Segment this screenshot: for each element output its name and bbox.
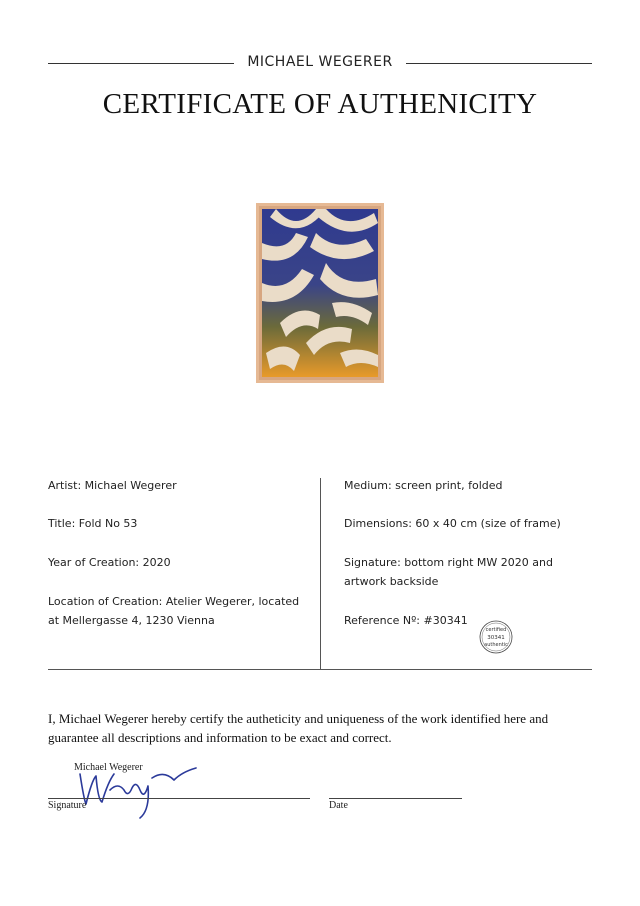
statement-line2: guarantee all descriptions and information to be exact and correct.: [48, 730, 392, 745]
dimensions-field: Dimensions: 60 x 40 cm (size of frame): [344, 517, 561, 530]
stamp-top-text: certified: [485, 627, 507, 633]
reference-field: Reference Nº: #30341: [344, 614, 468, 627]
header-row: [48, 52, 592, 76]
handwritten-signature: [74, 760, 204, 820]
date-line: [329, 798, 462, 799]
header-rule-right: [406, 63, 592, 64]
date-label: Date: [329, 800, 348, 811]
authenticity-stamp-icon: [479, 620, 513, 654]
year-field: Year of Creation: 2020: [48, 556, 171, 569]
signature-label: Signature: [48, 800, 87, 811]
signature-field-line2: artwork backside: [344, 575, 439, 588]
certificate-title: CERTIFICATE OF AUTHENICITY: [102, 88, 538, 120]
artwork-image: [256, 203, 384, 383]
certification-statement: [48, 709, 592, 747]
stamp-number: 30341: [487, 635, 505, 641]
artist-name-header: MICHAEL WEGERER: [247, 54, 393, 70]
info-column-divider: [320, 478, 321, 669]
location-field-line1: Location of Creation: Atelier Wegerer, located: [48, 595, 300, 608]
signature-field-line1: Signature: bottom right MW 2020 and: [344, 556, 553, 569]
statement-line1: I, Michael Wegerer hereby certify the autheticity and uniqueness of the work identified here and: [48, 711, 549, 726]
artist-field: Artist: Michael Wegerer: [48, 479, 177, 492]
title-field: Title: Fold No 53: [48, 517, 138, 530]
stamp-bottom-text: authentic: [484, 642, 508, 648]
signature-line: [48, 798, 310, 799]
signer-name: Michael Wegerer: [74, 762, 143, 773]
info-bottom-rule: [48, 669, 592, 670]
location-field-line2: at Mellergasse 4, 1230 Vienna: [48, 614, 215, 627]
medium-field: Medium: screen print, folded: [344, 479, 503, 492]
